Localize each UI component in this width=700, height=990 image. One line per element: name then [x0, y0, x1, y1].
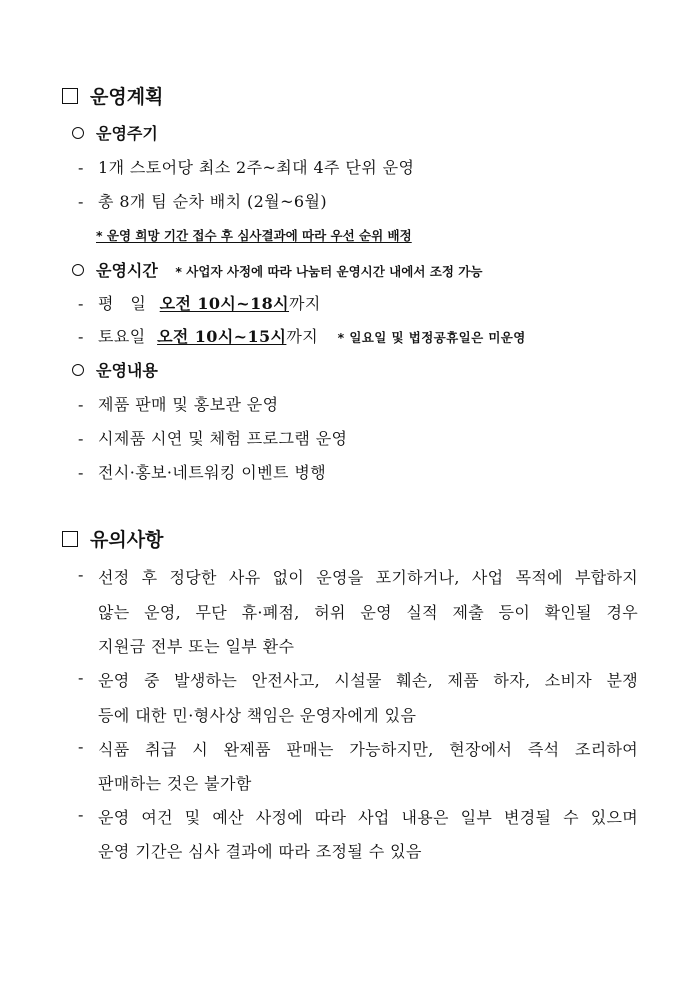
- section-heading-notes: [62, 525, 163, 552]
- notice-item: [78, 737, 638, 760]
- closed-note: * 일요일 및 법정공휴일은 미운영: [337, 330, 526, 345]
- subheading-hours: [72, 258, 482, 281]
- dash-bullet: -: [78, 395, 84, 414]
- subheading-label: 운영주기: [96, 124, 158, 143]
- notice-line: 운영 기간은 심사 결과에 따라 조정될 수 있음: [98, 842, 422, 861]
- dash-bullet: -: [78, 192, 84, 211]
- dash-bullet: -: [78, 668, 84, 687]
- list-item-text: 1개 스토어당 최소 2주~최대 4주 단위 운영: [98, 158, 415, 177]
- cycle-note: * 운영 희망 기간 접수 후 심사결과에 따라 우선 순위 배정: [96, 228, 412, 243]
- list-item-text: 제품 판매 및 홍보관 운영: [98, 395, 279, 414]
- circle-bullet-icon: [72, 364, 84, 376]
- section-title: 운영계획: [90, 86, 164, 108]
- checkbox-square-icon: [62, 88, 78, 104]
- circle-bullet-icon: [72, 264, 84, 276]
- circle-bullet-icon: [72, 127, 84, 139]
- section-title: 유의사항: [90, 529, 164, 551]
- notice-line: 운영 중 발생하는 안전사고, 시설물 훼손, 제품 하자, 소비자 분쟁: [98, 671, 638, 690]
- list-item: [78, 155, 414, 178]
- list-item: [78, 189, 327, 212]
- notice-line: 판매하는 것은 불가함: [98, 774, 252, 793]
- dash-bullet: -: [78, 327, 84, 346]
- notice-line: 않는 운영, 무단 휴·폐점, 허위 운영 실적 제출 등이 확인될 경우: [98, 603, 638, 622]
- notice-item: [78, 668, 638, 691]
- list-item: [78, 426, 347, 449]
- saturday-time: 오전 10시~15시: [157, 327, 287, 346]
- checkbox-square-icon: [62, 531, 78, 547]
- saturday-hours: [78, 324, 526, 347]
- weekday-time: 오전 10시~18시: [159, 294, 290, 313]
- list-item: [78, 460, 326, 483]
- notice-line: 등에 대한 민·형사상 책임은 운영자에게 있음: [98, 706, 417, 725]
- notice-line: 식품 취급 시 완제품 판매는 가능하지만, 현장에서 즉석 조리하여: [98, 740, 638, 759]
- notice-item: [78, 805, 638, 828]
- list-item-text: 시제품 시연 및 체험 프로그램 운영: [98, 429, 348, 448]
- notice-line: 선정 후 정당한 사유 없이 운영을 포기하거나, 사업 목적에 부합하지: [98, 568, 638, 587]
- notice-line: 지원금 전부 또는 일부 환수: [98, 637, 295, 656]
- dash-bullet: -: [78, 463, 84, 482]
- list-item-text: 전시·홍보·네트워킹 이벤트 병행: [98, 463, 327, 482]
- hours-note: * 사업자 사정에 따라 나눔터 운영시간 내에서 조정 가능: [175, 264, 483, 279]
- weekday-hours: [78, 291, 321, 314]
- dash-bullet: -: [78, 294, 84, 313]
- notice-item: [78, 565, 638, 588]
- section-heading-plan: [62, 82, 163, 109]
- saturday-label: 토요일: [98, 327, 146, 346]
- dash-bullet: -: [78, 565, 84, 584]
- list-item: [78, 392, 279, 415]
- weekday-label: 평 일: [98, 294, 147, 313]
- weekday-suffix: 까지: [289, 294, 321, 313]
- dash-bullet: -: [78, 158, 84, 177]
- saturday-suffix: 까지: [286, 327, 319, 346]
- list-item-text: 총 8개 팀 순차 배치 (2월~6월): [98, 192, 327, 211]
- subheading-content: [72, 358, 158, 381]
- notice-line: 운영 여건 및 예산 사정에 따라 사업 내용은 일부 변경될 수 있으며: [98, 808, 638, 827]
- subheading-cycle: [72, 121, 158, 144]
- dash-bullet: -: [78, 429, 84, 448]
- subheading-label: 운영시간: [96, 261, 158, 280]
- subheading-label: 운영내용: [96, 361, 158, 380]
- dash-bullet: -: [78, 737, 84, 756]
- dash-bullet: -: [78, 805, 84, 824]
